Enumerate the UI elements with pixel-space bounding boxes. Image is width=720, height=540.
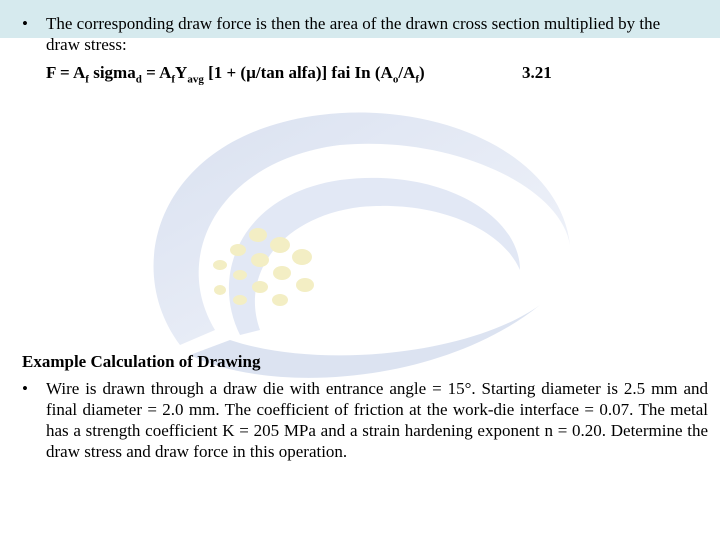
watermark-dots [213,228,314,306]
watermark-swoosh-outer [154,113,570,345]
bullet-marker: • [22,379,28,398]
bullet-marker: • [22,14,28,33]
watermark-logo [120,95,580,385]
equation-number: 3.21 [522,63,552,82]
example-heading: Example Calculation of Drawing [22,352,261,371]
bullet-text: The corresponding draw force is then the area of the drawn cross section multiplied by the draw stress: [46,14,661,54]
draw-force-formula: $F = A_f$ sigma$_d$ = $A_fY_{avg}$ [1 + (µ/tan alfa)] fai In $(A_o/A_f)$ [46,63,425,86]
watermark-swoosh-inner [229,178,520,335]
example-text: Wire is drawn through a draw die with entrance angle = 15°. Starting diameter is 2.5 mm and final diameter = 2.0 mm. The coefficient of friction at the work-die interface = 0.07. The metal has a strength coefficient K = 205 MPa and a strain hardening exponent n = 0.20. Determine the draw stress and draw force in this operation. [46,379,708,461]
